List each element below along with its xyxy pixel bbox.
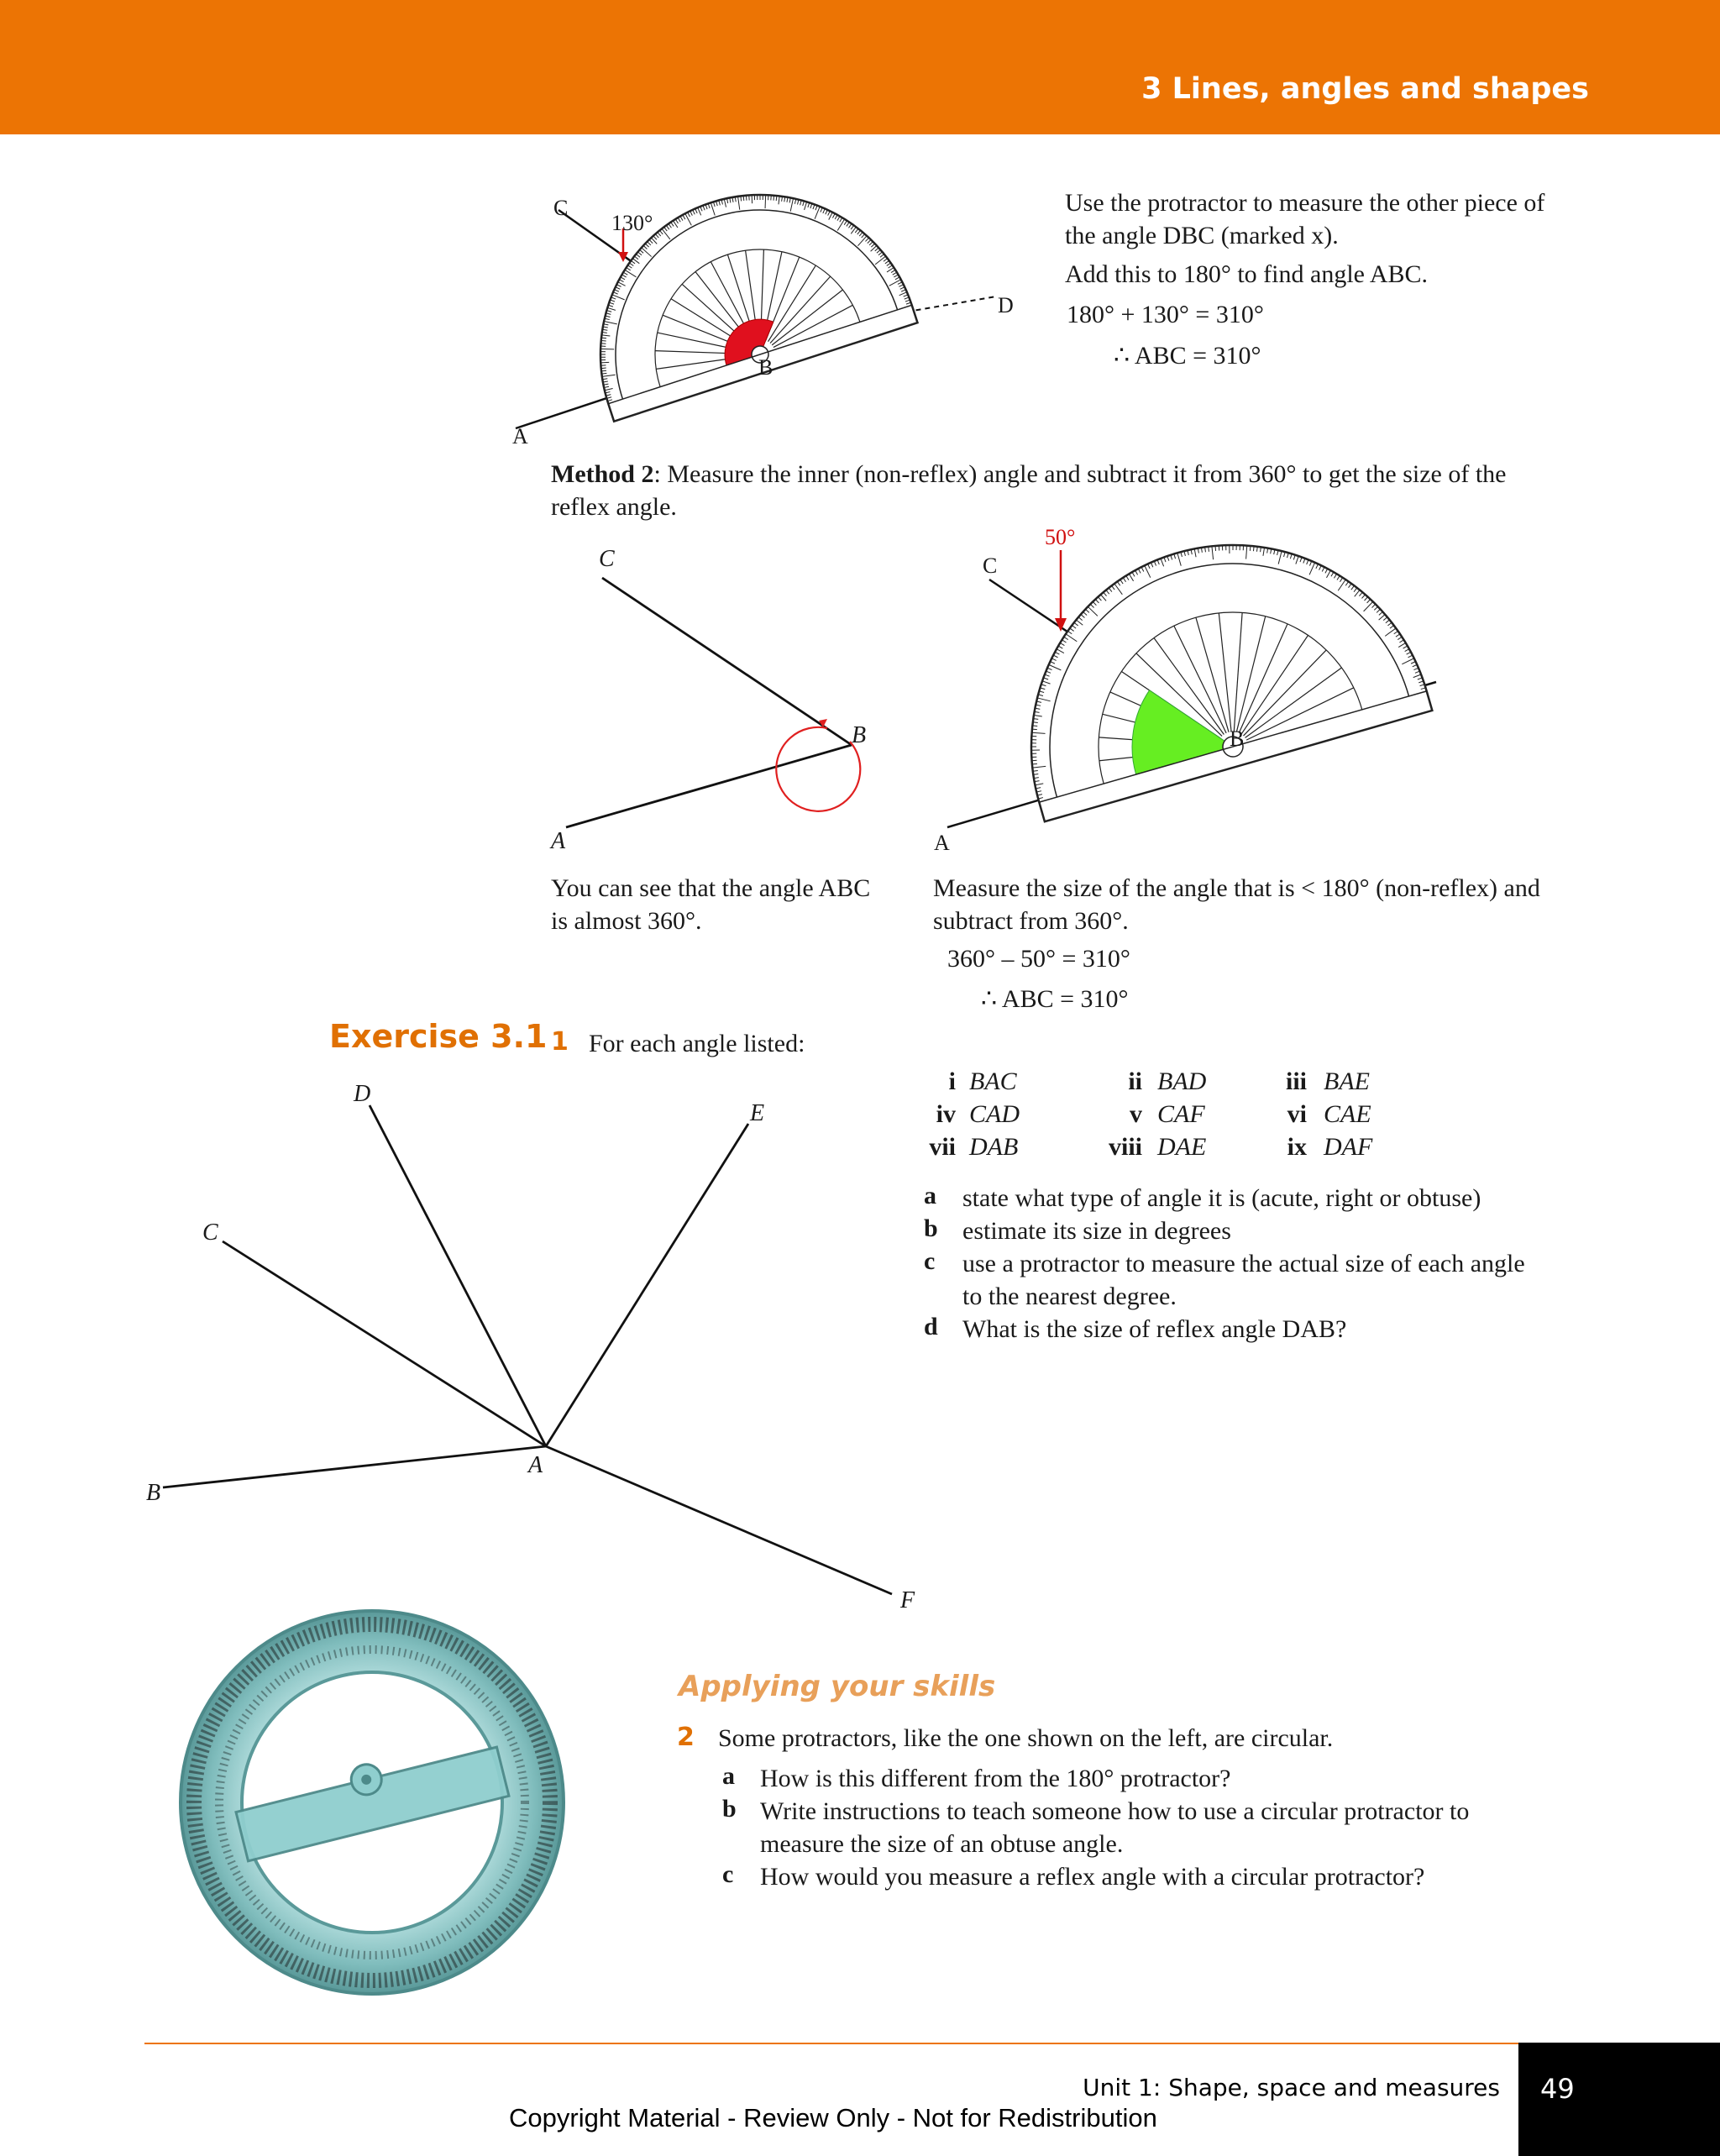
fig2-label-b: B <box>852 722 867 748</box>
fig2-label-c: C <box>599 546 615 572</box>
ray-ba-2 <box>566 745 852 827</box>
angle-name: DAF <box>1324 1133 1373 1161</box>
method1-line1: Use the protractor to measure the other piece of <box>1065 189 1545 217</box>
angle-name: BAC <box>969 1068 1017 1095</box>
q2-part-text: How is this different from the 180° protractor? <box>760 1765 1231 1792</box>
task-letter: b <box>924 1214 938 1242</box>
protractor-1 <box>559 154 918 422</box>
task-text: What is the size of reflex angle DAB? <box>962 1315 1347 1343</box>
method2-heading: Method 2 <box>551 460 654 488</box>
figure-method2-right <box>947 497 1436 827</box>
ex-label-f: F <box>900 1587 915 1613</box>
fig3-label-c: C <box>983 553 998 578</box>
q2-part-letter: a <box>722 1762 735 1790</box>
method2-calc-1: 360° – 50° = 310° <box>947 945 1130 973</box>
angle-name: BAE <box>1324 1068 1370 1095</box>
page-number: 49 <box>1540 2073 1575 2105</box>
angle-name: DAB <box>969 1133 1019 1161</box>
q1-number: 1 <box>551 1027 569 1057</box>
angle-num: i <box>948 1068 956 1095</box>
method1-line3: Add this to 180° to find angle ABC. <box>1065 260 1428 288</box>
method2-intro <box>551 458 1643 490</box>
method2-left-caption-2: is almost 360°. <box>551 907 702 935</box>
angle-num: vii <box>929 1133 956 1161</box>
ex-label-d: D <box>354 1081 371 1107</box>
angle-name: BAD <box>1157 1068 1207 1095</box>
fig1-label-c: C <box>553 196 569 220</box>
method2-text: : Measure the inner (non-reflex) angle and subtract it from 360° to get the size of the <box>653 460 1507 488</box>
q2-part-text: How would you measure a reflex angle with a circular protractor? <box>760 1863 1425 1891</box>
fig3-label-a: A <box>934 831 950 855</box>
q2-text: Some protractors, like the one shown on the left, are circular. <box>718 1724 1334 1752</box>
q2-part-text: Write instructions to teach someone how to use a circular protractor to <box>760 1797 1470 1825</box>
reflex-arc <box>776 727 860 811</box>
ray-ae <box>546 1124 748 1446</box>
angle-num: v <box>1130 1100 1142 1128</box>
method2-text2: reflex angle. <box>551 493 677 521</box>
fig3-angle-label: 50° <box>1045 525 1076 549</box>
chapter-title: 3 Lines, angles and shapes <box>1141 72 1589 106</box>
q2-number: 2 <box>677 1723 695 1752</box>
task-text: estimate its size in degrees <box>962 1217 1231 1245</box>
fig1-label-b: B <box>758 355 773 380</box>
ray-ad <box>370 1105 546 1446</box>
method2-right-caption-1: Measure the size of the angle that is < 180° (non-reflex) and <box>933 874 1540 902</box>
ray-bc-2 <box>602 578 852 745</box>
ex-label-c: C <box>202 1220 218 1246</box>
fig3-label-b: B <box>1230 727 1245 751</box>
figure-exercise-rays <box>163 1105 892 1594</box>
fig2-label-a: A <box>551 828 566 854</box>
task-letter: d <box>924 1313 938 1340</box>
method2-right-caption-2: subtract from 360°. <box>933 907 1129 935</box>
method1-result: ∴ ABC = 310° <box>1114 342 1261 370</box>
exercise-title: Exercise 3.1 <box>329 1018 548 1055</box>
ex-label-e: E <box>750 1100 765 1126</box>
angle-num: iv <box>936 1100 956 1128</box>
ray-ab <box>163 1446 546 1487</box>
fig1-label-a: A <box>512 424 528 449</box>
method2-calc-2: ∴ ABC = 310° <box>981 985 1129 1013</box>
task-text: to the nearest degree. <box>962 1283 1177 1310</box>
ray-af <box>546 1446 892 1594</box>
fig1-angle-label: 130° <box>611 211 653 235</box>
angle-num: viii <box>1108 1133 1142 1161</box>
q2-part-letter: c <box>722 1860 734 1888</box>
circular-protractor-image <box>181 1611 564 1994</box>
method1-calc: 180° + 130° = 310° <box>1067 301 1264 328</box>
copyright-notice: Copyright Material - Review Only - Not for Redistribution <box>509 2103 1157 2132</box>
angle-name: DAE <box>1157 1133 1207 1161</box>
ex-label-a: A <box>528 1452 543 1478</box>
task-text: state what type of angle it is (acute, right or obtuse) <box>962 1184 1481 1212</box>
angle-num: iii <box>1285 1068 1307 1095</box>
ex-label-b: B <box>146 1480 161 1506</box>
q2-part-letter: b <box>722 1795 737 1823</box>
angle-name: CAE <box>1324 1100 1371 1128</box>
task-letter: a <box>924 1182 936 1209</box>
figure-method2-left <box>566 578 860 827</box>
angle-num: ix <box>1287 1133 1307 1161</box>
ray-ac <box>223 1241 546 1446</box>
skills-title: Applying your skills <box>679 1670 996 1703</box>
method2-left-caption-1: You can see that the angle ABC <box>551 874 871 902</box>
task-letter: c <box>924 1247 936 1275</box>
angle-name: CAF <box>1157 1100 1205 1128</box>
q2-part-text: measure the size of an obtuse angle. <box>760 1830 1124 1858</box>
q1-text: For each angle listed: <box>589 1030 805 1057</box>
angle-num: vi <box>1287 1100 1307 1128</box>
figure-method1 <box>516 154 996 428</box>
footer-unit: Unit 1: Shape, space and measures <box>1083 2074 1500 2101</box>
method1-line2: the angle DBC (marked x). <box>1065 222 1339 249</box>
footer-rule <box>144 2043 1518 2044</box>
angle-num: ii <box>1128 1068 1142 1095</box>
task-text: use a protractor to measure the actual size of each angle <box>962 1250 1525 1277</box>
angle-name: CAD <box>969 1100 1020 1128</box>
fig1-label-d: D <box>998 293 1014 317</box>
